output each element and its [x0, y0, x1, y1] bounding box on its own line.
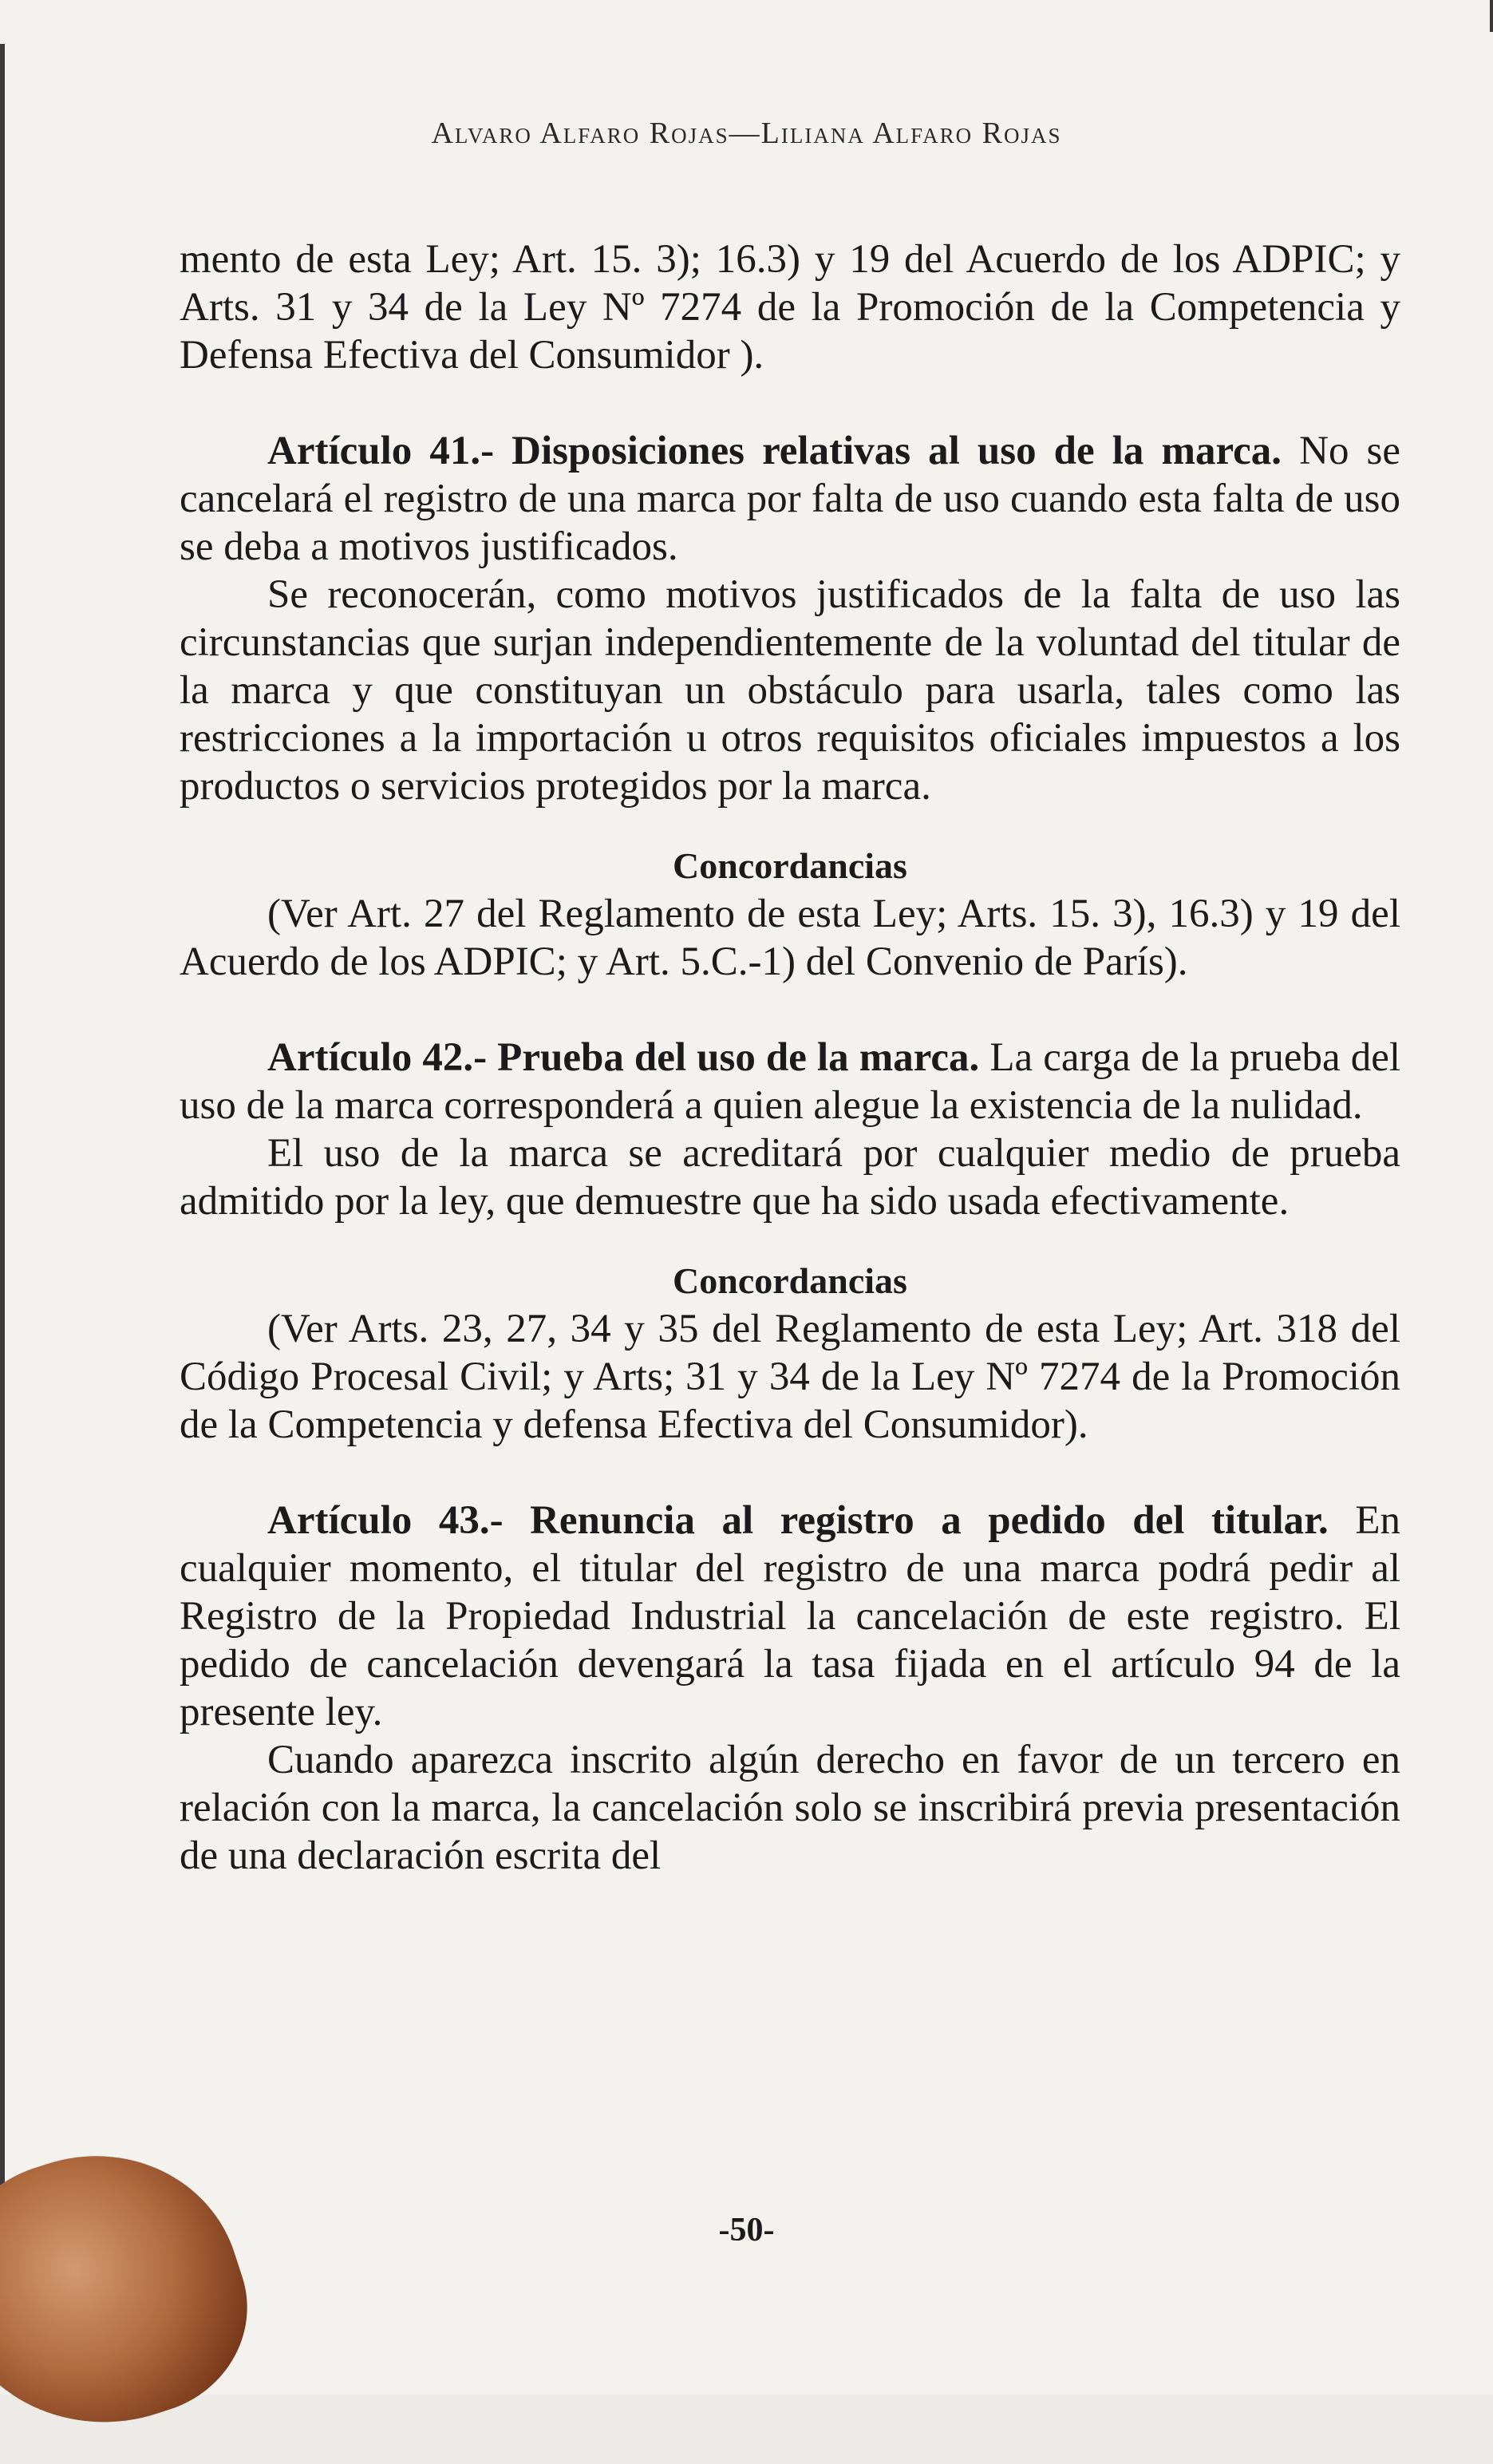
page-body — [180, 235, 1400, 1880]
article-41-title: Artículo 41.- Disposiciones relativas al uso de la marca. — [267, 429, 1282, 473]
article-43-paragraph-2: Cuando aparezca inscrito algún derecho en favor de un tercero en relación con la marca, la cancelación solo se inscribirá previa presentación de una declaración escrita del — [180, 1738, 1400, 1878]
article-41-paragraph-2: Se reconocerán, como motivos justificados de la falta de uso las circunstancias que surjan independientemente de la voluntad del titular de la marca y que constituyan un obstáculo para usarla, tales como las restricciones a la importación u otros requisitos oficiales impuestos a los productos o servicios protegidos por la marca. — [180, 572, 1400, 809]
page-left-edge — [0, 44, 5, 2359]
article-43-paragraph — [180, 1497, 1400, 1736]
continuation-paragraph: mento de esta Ley; Art. 15. 3); 16.3) y 19 del Acuerdo de los ADPIC; y Arts. 31 y 34 de la Ley Nº 7274 de la Promoción de la Competencia y Defensa Efectiva del Consumidor ). — [180, 237, 1400, 378]
article-42-concordancias-text: (Ver Arts. 23, 27, 34 y 35 del Reglamento de esta Ley; Art. 318 del Código Procesal Civil; y Arts; 31 y 34 de la Ley Nº 7274 de la Promoción de la Competencia y defensa Efectiva del Consumidor). — [180, 1307, 1400, 1447]
article-42-paragraph — [180, 1034, 1400, 1129]
running-header: Alvaro Alfaro Rojas—Liliana Alfaro Rojas — [431, 117, 1062, 150]
article-41-concordancias-text: (Ver Art. 27 del Reglamento de esta Ley; Arts. 15. 3), 16.3) y 19 del Acuerdo de los ADPIC; y Art. 5.C.-1) del Convenio de París). — [180, 892, 1400, 984]
article-41-concordancias-title: Concordancias — [673, 845, 907, 886]
article-43-text: En cualquier momento, el titular del registro de una marca podrá pedir al Registro de la Propiedad Industrial la cancelación de este registro. El pedido de cancelación devengará la tasa fijada en el artículo 94 de la presente ley. — [180, 1498, 1400, 1734]
article-41-text: No se cancelará el registro de una marca por falta de uso cuando esta falta de uso se deba a motivos justificados. — [180, 429, 1400, 569]
article-41-paragraph — [180, 427, 1400, 571]
page-right-edge — [1490, 0, 1493, 32]
article-42-text: La carga de la prueba del uso de la marca corresponderá a quien alegue la existencia de la nulidad. — [180, 1035, 1401, 1128]
page-number: -50- — [718, 2212, 775, 2248]
article-42-concordancias-title: Concordancias — [673, 1260, 907, 1301]
thumb-photo — [0, 2118, 275, 2464]
article-42-title: Artículo 42.- Prueba del uso de la marca. — [267, 1035, 980, 1080]
article-43-title: Artículo 43.- Renuncia al registro a pedido del titular. — [267, 1498, 1329, 1543]
article-42-paragraph-2: El uso de la marca se acreditará por cualquier medio de prueba admitido por la ley, que demuestre que ha sido usada efectivamente. — [180, 1131, 1400, 1224]
